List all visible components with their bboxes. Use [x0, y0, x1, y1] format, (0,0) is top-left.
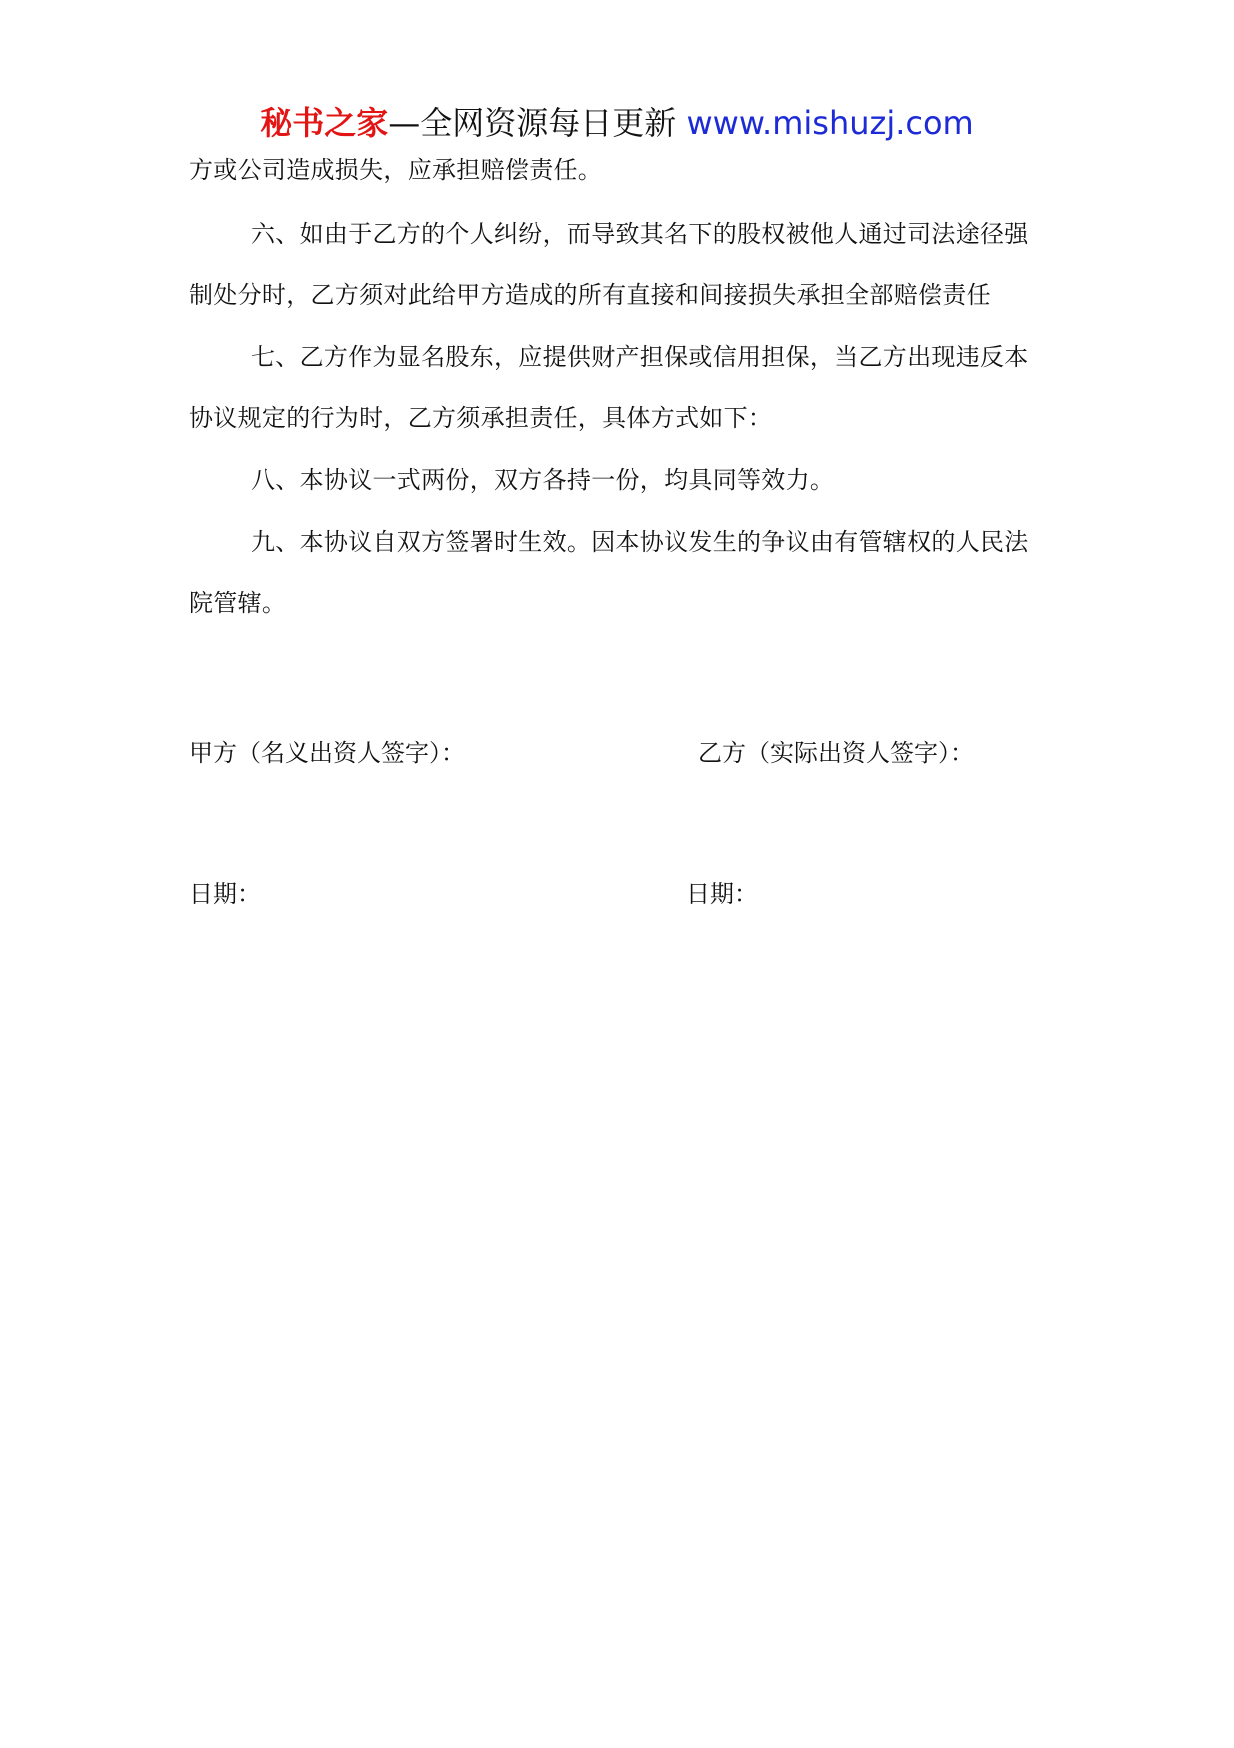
header-tagline: —全网资源每日更新 [388, 104, 677, 142]
party-a-signature-label: 甲方（名义出资人签字）： [189, 739, 465, 767]
clause-9: 九、本协议自双方签署时生效。因本协议发生的争议由有管辖权的人民法院管辖。 [189, 528, 1029, 617]
clause-6: 六、如由于乙方的个人纠纷，而导致其名下的股权被他人通过司法途径强制处分时，乙方须对此给甲方造成的所有直接和间接损失承担全部赔偿责任 [189, 220, 1029, 309]
clause-8: 八、本协议一式两份，双方各持一份，均具同等效力。 [251, 466, 835, 494]
site-url-link[interactable]: www.mishuzj.com [686, 104, 974, 142]
clause-7: 七、乙方作为显名股东，应提供财产担保或信用担保，当乙方出现违反本协议规定的行为时，乙方须承担责任，具体方式如下： [189, 343, 1029, 432]
party-b-date-label: 日期： [686, 880, 758, 908]
paragraph-continuation: 方或公司造成损失，应承担赔偿责任。 [189, 156, 603, 184]
party-b-signature-label: 乙方（实际出资人签字）： [698, 739, 974, 767]
brand-name: 秘书之家 [260, 104, 389, 142]
party-a-date-label: 日期： [189, 880, 261, 908]
